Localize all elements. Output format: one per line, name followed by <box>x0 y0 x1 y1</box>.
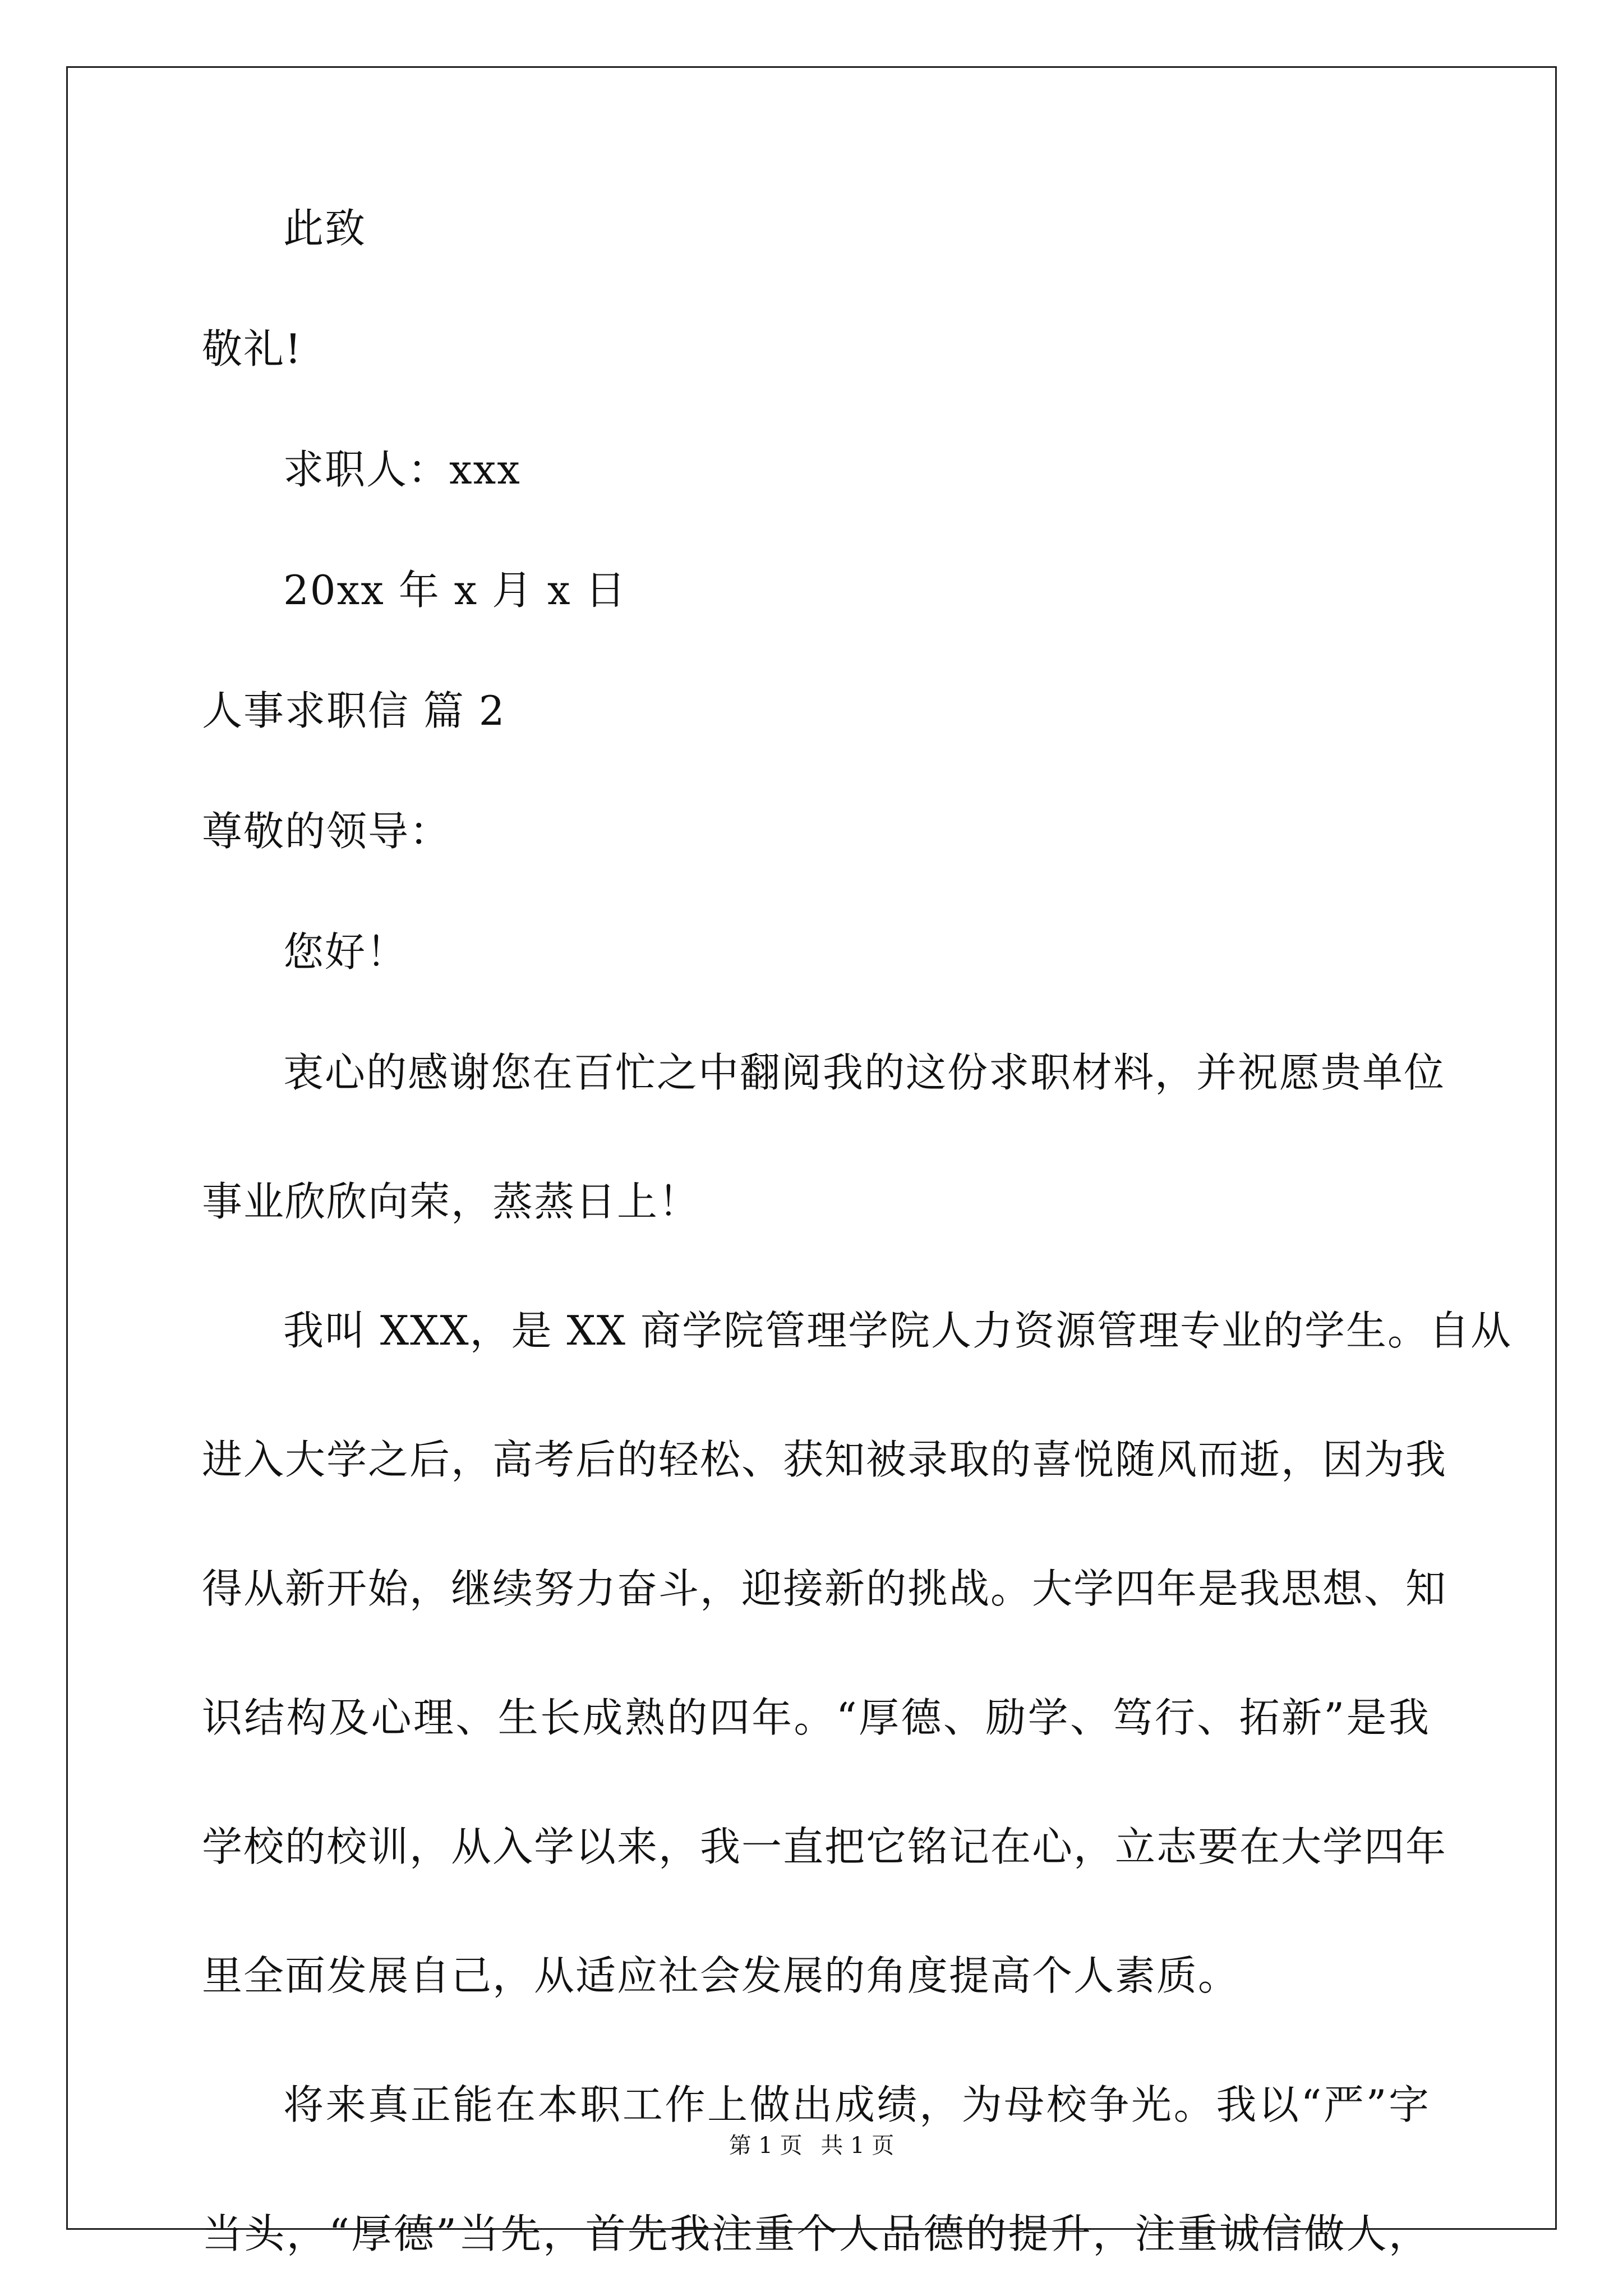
page-number: 第 1 页 <box>728 2133 803 2159</box>
closing-salutation: 此致 <box>283 205 367 252</box>
signature-line: 求职人：xxx <box>283 446 521 493</box>
paragraph-line: 里全面发展自己，从适应社会发展的角度提高个人素质。 <box>202 1952 1240 1999</box>
paragraph-line: 事业欣欣向荣，蒸蒸日上！ <box>202 1178 700 1225</box>
paragraph-line: 将来真正能在本职工作上做出成绩，为母校争光。我以“严”字 <box>283 2081 1430 2128</box>
closing-respect: 敬礼! <box>202 325 302 372</box>
page-total: 共 1 页 <box>820 2133 895 2159</box>
paragraph-line: 得从新开始，继续努力奋斗，迎接新的挑战。大学四年是我思想、知 <box>202 1565 1447 1612</box>
hello-line: 您好！ <box>283 928 408 976</box>
paragraph-line: 进入大学之后，高考后的轻松、获知被录取的喜悦随风而逝，因为我 <box>202 1436 1447 1483</box>
paragraph-line: 衷心的感谢您在百忙之中翻阅我的这份求职材料，并祝愿贵单位 <box>283 1049 1446 1096</box>
date-line: 20xx 年 x 月 x 日 <box>283 567 627 614</box>
paragraph-line: 识结构及心理、生长成熟的四年。“厚德、励学、笃行、拓新”是我 <box>202 1694 1430 1741</box>
paragraph-line: 当头，“厚德”当先，首先我注重个人品德的提升，注重诚信做人， <box>202 2210 1430 2257</box>
paragraph-line: 我叫 XXX，是 XX 商学院管理学院人力资源管理专业的学生。自从 <box>283 1307 1512 1354</box>
page-footer <box>0 2132 1623 2160</box>
section-heading: 人事求职信 篇 2 <box>202 687 506 734</box>
greeting-line: 尊敬的领导： <box>202 808 451 855</box>
paragraph-line: 学校的校训，从入学以来，我一直把它铭记在心，立志要在大学四年 <box>202 1823 1447 1870</box>
document-body <box>202 205 1512 2257</box>
